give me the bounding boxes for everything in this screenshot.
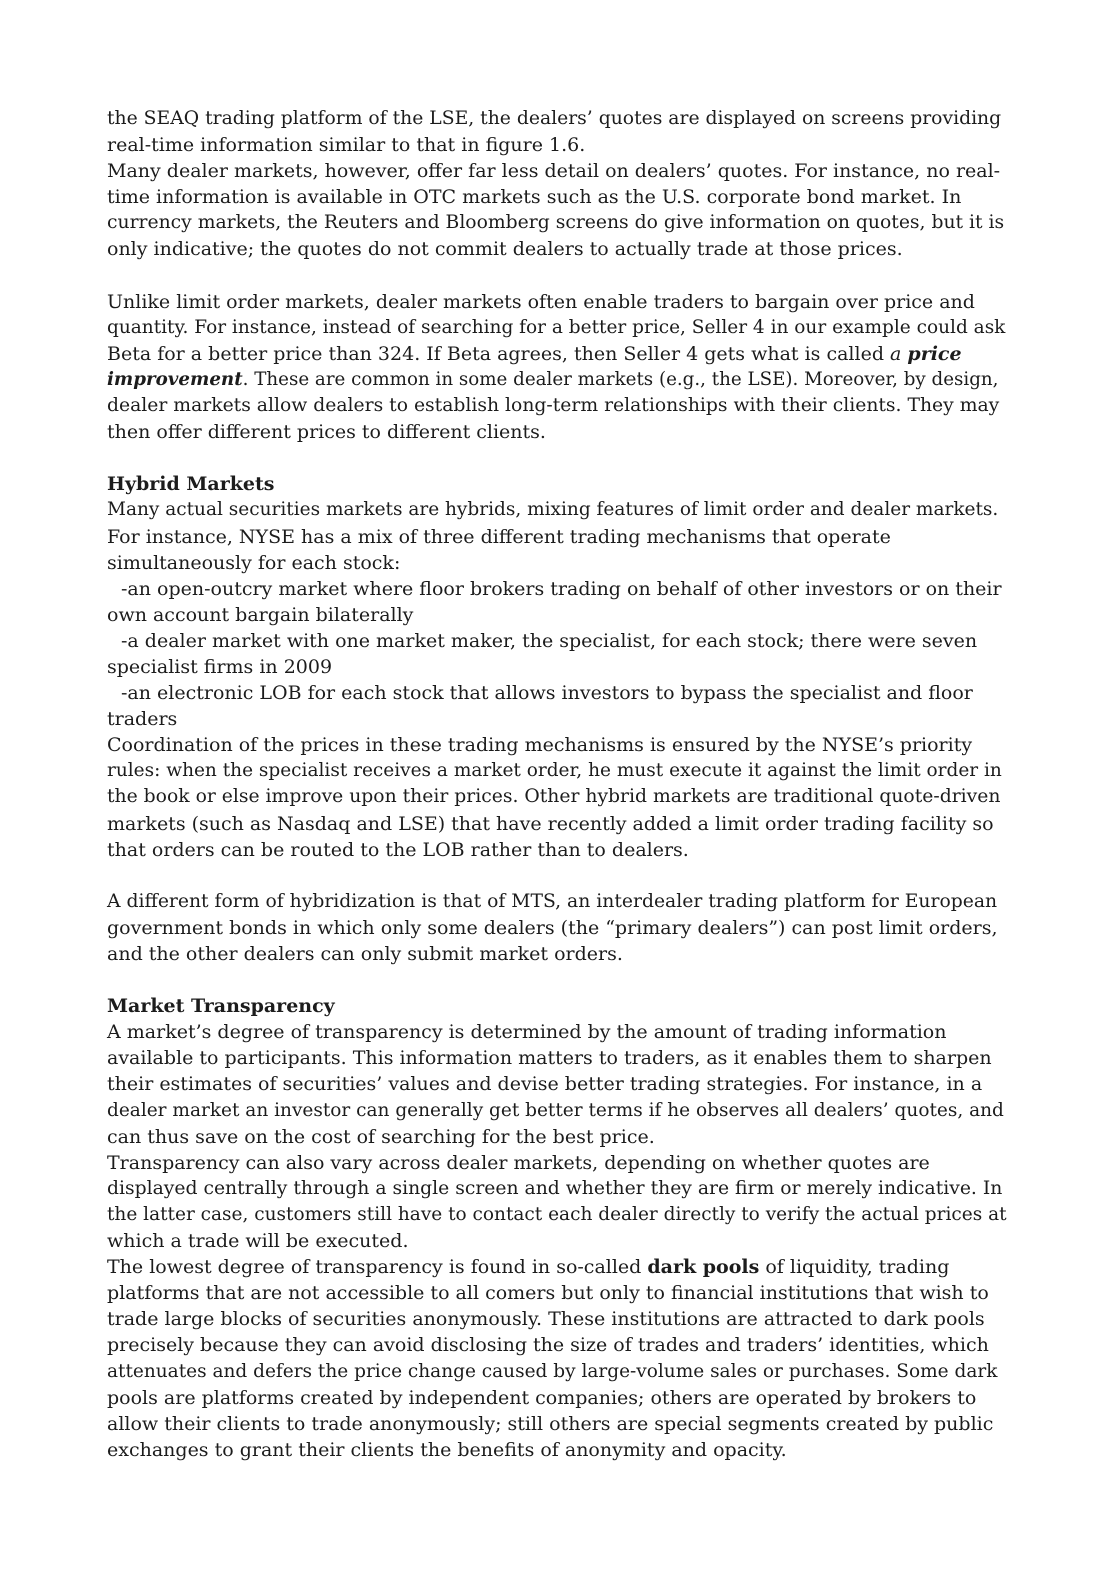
text-line: A different form of hybridization is that of MTS, an interdealer trading platform for European: [107, 890, 998, 912]
paragraph-gap: [107, 967, 1007, 993]
text-run: The lowest degree of transparency is found in so-called: [107, 1256, 648, 1279]
text-line: attenuates and defers the price change caused by large-volume sales or purchases. Some dark: [107, 1360, 998, 1382]
section-heading: Market Transparency: [107, 995, 335, 1018]
text-line: can thus save on the cost of searching for the best price.: [107, 1125, 655, 1148]
list-item-continuation: specialist firms in 2009: [107, 655, 333, 678]
paragraph-dealer-quotes: [107, 106, 1007, 263]
text-line: Unlike limit order markets, dealer markets often enable traders to bargain over price and: [107, 290, 975, 313]
paragraph-mts: [107, 889, 1007, 967]
text-line: A market’s degree of transparency is determined by the amount of trading information: [107, 1021, 947, 1044]
text-line: precisely because they can avoid disclosing the size of trades and traders’ identities, which: [107, 1334, 989, 1357]
text-line: and the other dealers can only submit market orders.: [107, 943, 623, 965]
text-line: then offer different prices to different clients.: [107, 421, 546, 444]
text-line: rules: when the specialist receives a market order, he must execute it against the limit order in: [107, 760, 1002, 782]
list-item: -an electronic LOB for each stock that allows investors to bypass the specialist and floor: [121, 682, 973, 705]
text-line: only indicative; the quotes do not commit dealers to actually trade at those prices.: [107, 238, 903, 261]
text-line: Coordination of the prices in these trading mechanisms is ensured by the NYSE’s priority: [107, 734, 973, 757]
section-market-transparency: [107, 993, 1007, 1463]
document-page: [107, 106, 1007, 1463]
list-item: -an open-outcry market where floor brokers trading on behalf of other investors or on their: [121, 577, 1002, 600]
list-item-continuation: traders: [107, 708, 178, 731]
text-line: Many dealer markets, however, offer far less detail on dealers’ quotes. For instance, no real-: [107, 160, 1001, 183]
text-line: For instance, NYSE has a mix of three different trading mechanisms that operate: [107, 525, 891, 548]
text-line: which a trade will be executed.: [107, 1230, 409, 1253]
text-line: Transparency can also vary across dealer markets, depending on whether quotes are: [107, 1151, 930, 1174]
text-run-italic: a: [890, 342, 902, 365]
text-line: markets (such as Nasdaq and LSE) that have recently added a limit order trading facility so: [107, 812, 994, 835]
paragraph-price-improvement: [107, 289, 1007, 446]
text-line: displayed centrally through a single screen and whether they are firm or merely indicative. In: [107, 1177, 1003, 1199]
text-line: trade large blocks of securities anonymously. These institutions are attracted to dark pools: [107, 1308, 985, 1331]
text-line: simultaneously for each stock:: [107, 551, 401, 574]
section-heading: Hybrid Markets: [107, 473, 275, 496]
text-line: pools are platforms created by independent companies; others are operated by brokers to: [107, 1386, 977, 1409]
text-line: that orders can be routed to the LOB rather than to dealers.: [107, 838, 689, 861]
text-line: government bonds in which only some dealers (the “primary dealers”) can post limit orders,: [107, 916, 998, 939]
list-item: -a dealer market with one market maker, the specialist, for each stock; there were seven: [121, 629, 978, 652]
section-hybrid-markets: [107, 471, 1007, 862]
text-run: Beta for a better price than 324. If Beta agrees, then Seller 4 gets what is called: [107, 342, 891, 365]
text-line: exchanges to grant their clients the benefits of anonymity and opacity.: [107, 1438, 787, 1461]
text-line: Many actual securities markets are hybrids, mixing features of limit order and dealer markets.: [107, 499, 999, 521]
text-run: . These are common in some dealer markets (e.g., the LSE). Moreover, by design,: [242, 368, 999, 390]
dark-pools-term: dark pools: [647, 1256, 760, 1279]
paragraph-gap: [107, 863, 1007, 889]
list-item-continuation: own account bargain bilaterally: [107, 603, 414, 626]
text-line: the SEAQ trading platform of the LSE, the dealers’ quotes are displayed on screens providing: [107, 108, 1002, 129]
text-line: [107, 1254, 1007, 1280]
improvement-term: improvement: [107, 368, 243, 390]
price-term: price: [907, 342, 962, 365]
text-run: of liquidity, trading: [759, 1256, 950, 1279]
text-line: real-time information similar to that in figure 1.6.: [107, 134, 586, 157]
text-line: available to participants. This information matters to traders, as it enables them to sharpen: [107, 1047, 992, 1070]
text-line: dealer market an investor can generally get better terms if he observes all dealers’ quotes, and: [107, 1099, 1004, 1121]
text-line: [107, 367, 1007, 393]
paragraph-gap: [107, 263, 1007, 289]
text-line: the latter case, customers still have to contact each dealer directly to verify the actual prices at: [107, 1203, 1007, 1225]
paragraph-gap: [107, 445, 1007, 471]
text-line: time information is available in OTC markets such as the U.S. corporate bond market. In: [107, 186, 962, 209]
text-line: [107, 341, 1007, 367]
text-line: quantity. For instance, instead of searching for a better price, Seller 4 in our example could ask: [107, 316, 1006, 338]
text-line: dealer markets allow dealers to establish long-term relationships with their clients. They may: [107, 395, 1000, 417]
text-line: allow their clients to trade anonymously; still others are special segments created by public: [107, 1412, 994, 1435]
text-line: platforms that are not accessible to all comers but only to financial institutions that wish to: [107, 1282, 989, 1305]
text-line: their estimates of securities’ values and devise better trading strategies. For instance, in a: [107, 1073, 983, 1096]
text-line: the book or else improve upon their prices. Other hybrid markets are traditional quote-driven: [107, 786, 1001, 808]
text-line: currency markets, the Reuters and Bloomberg screens do give information on quotes, but it is: [107, 212, 1005, 234]
